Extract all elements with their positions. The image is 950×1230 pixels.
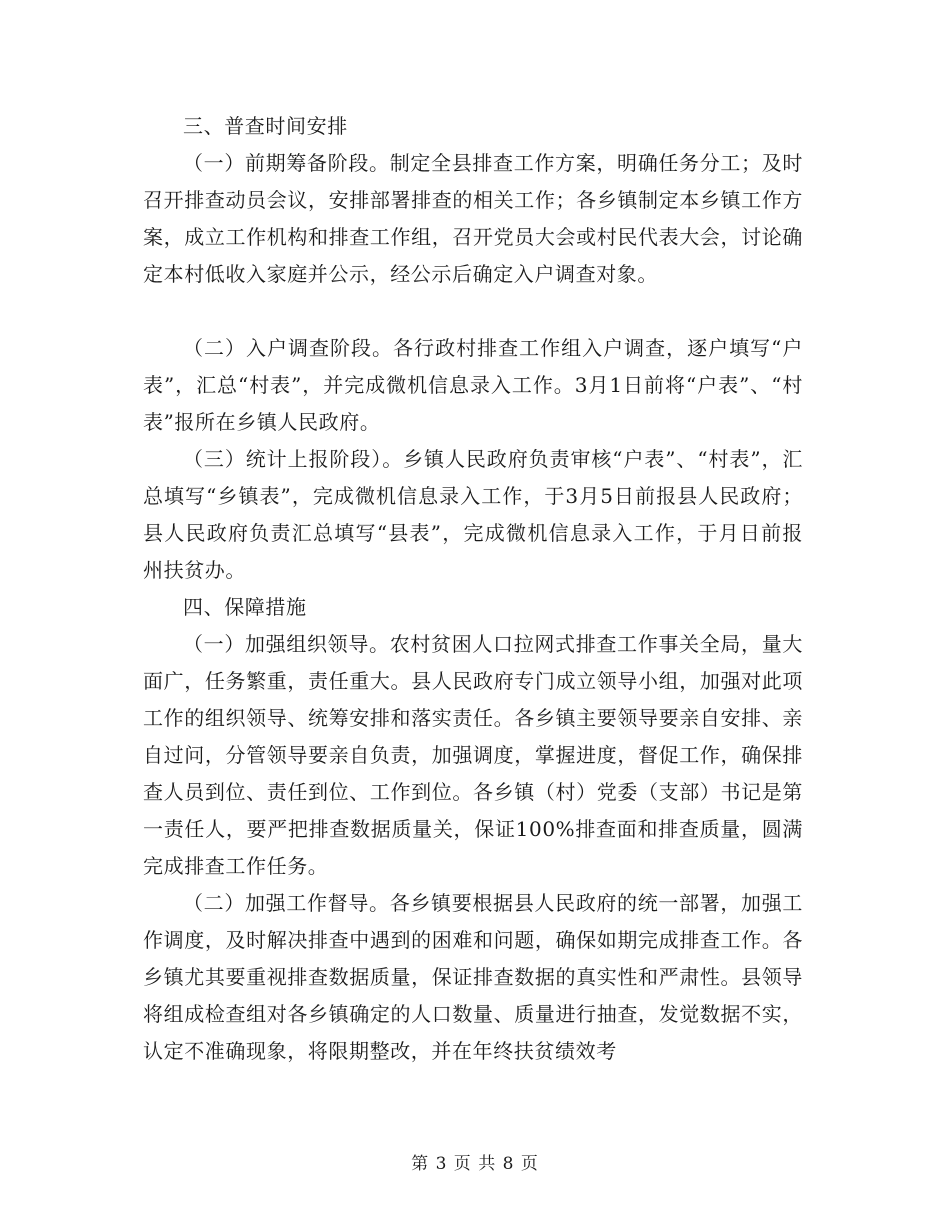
- paragraph-statistics-report-stage: （三）统计上报阶段）。乡镇人民政府负责审核“户表”、“村表”，汇总填写“乡镇表”，完成微机信息录入工作，于3月5日前报县人民政府；县人民政府负责汇总填写“县表”，完成微机信息录入工作，于月日前报州扶贫办。: [143, 447, 803, 582]
- paragraph-preparation-stage: （一）前期筹备阶段。制定全县排查工作方案，明确任务分工；及时召开排查动员会议，安排部署排查的相关工作；各乡镇制定本乡镇工作方案，成立工作机构和排查工作组，召开党员大会或村民代表大会，讨论确定本村低收入家庭并公示，经公示后确定入户调查对象。: [143, 151, 803, 286]
- page-number-footer: 第 3 页 共 8 页: [411, 1154, 539, 1174]
- paragraph-household-survey-stage: （二）入户调查阶段。各行政村排查工作组入户调查，逐户填写“户表”，汇总“村表”，并完成微机信息录入工作。3月1日前将“户表”、“村表”报所在乡镇人民政府。: [143, 336, 803, 434]
- paragraph-work-supervision: （二）加强工作督导。各乡镇要根据县人民政府的统一部署，加强工作调度，及时解决排查中遇到的困难和问题，确保如期完成排查工作。各乡镇尤其要重视排查数据质量，保证排查数据的真实性和严肃性。县领导将组成检查组对各乡镇确定的人口数量、质量进行抽查，发觉数据不实，认定不准确现象，将限期整改，并在年终扶贫绩效考: [143, 891, 803, 1063]
- section-three-heading: 三、普查时间安排: [183, 114, 348, 138]
- section-four-heading: 四、保障措施: [183, 595, 307, 619]
- paragraph-organizational-leadership: （一）加强组织领导。农村贫困人口拉网式排查工作事关全局，量大面广，任务繁重，责任重大。县人民政府专门成立领导小组，加强对此项工作的组织领导、统筹安排和落实责任。各乡镇主要领导要亲自安排、亲自过问，分管领导要亲自负责，加强调度，掌握进度，督促工作，确保排查人员到位、责任到位、工作到位。各乡镇（村）党委（支部）书记是第一责任人，要严把排查数据质量关，保证100%排查面和排查质量，圆满完成排查工作任务。: [143, 632, 803, 878]
- document-body: [143, 108, 803, 1070]
